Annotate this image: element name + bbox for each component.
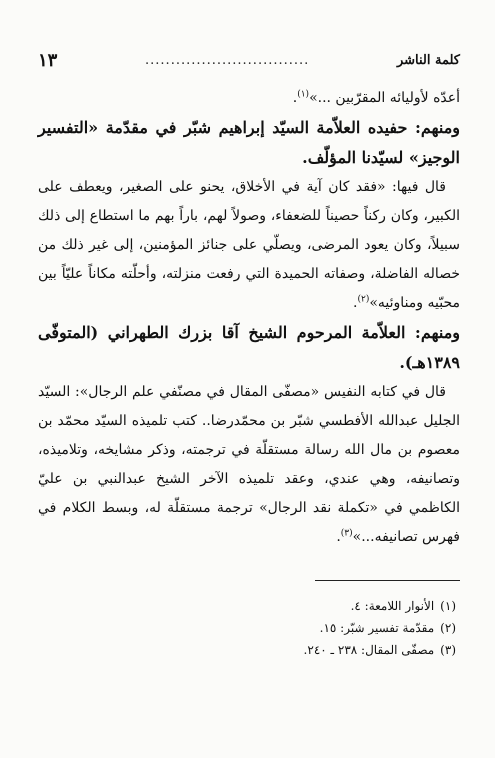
footnote-item xyxy=(38,639,456,661)
footnote-number: (٢) xyxy=(440,621,456,635)
footnote-item xyxy=(38,595,456,617)
body-paragraph: قال فيها: «فقد كان آية في الأخلاق، يحنو على الصغير، ويعطف على الكبير، وكان ركناً حصيناً للضعفاء، وصولاً لهم، باراً بهم ما استطاع إلى ذلك سبيلاً، وكان يعود المرضى، ويصلّي على جنائز المؤمنين، إلى غير ذلك من خصاله الفاضلة، وصفاته الحميدة التي رفعت منزلته، وأحلّته مكاناً عليّاً بين محبّيه ومناوئيه»$^{(٢)}$. xyxy=(38,179,460,311)
footnotes-list xyxy=(38,595,460,661)
footnote-ref: (٢) xyxy=(357,294,370,305)
continuation-paragraph: أعدّه لأوليائه المقرّبين ...»$^{(١)}$. xyxy=(292,89,460,106)
section-heading: ومنهم: حفيده العلاّمة السيّد إبراهيم شبّر في مقدّمة «التفسير الوجيز» لسيّدنا المؤلّف. xyxy=(38,118,460,167)
footnote-item xyxy=(38,617,456,639)
page-body xyxy=(38,84,460,552)
footnote-number: (١) xyxy=(440,599,456,613)
footnote-number: (٣) xyxy=(440,643,456,657)
header-dot-leader: ................................ xyxy=(145,52,310,68)
page-number: ١٣ xyxy=(38,49,58,71)
footnote-divider xyxy=(315,580,460,581)
running-header xyxy=(38,48,460,72)
footnote-text: مصفّى المقال: ٢٣٨ ـ ٢٤٠. xyxy=(303,643,435,657)
footnote-ref: (٣) xyxy=(340,528,353,539)
footnote-text: مقدّمة تفسير شبّر: ١٥. xyxy=(319,621,435,635)
header-title: كلمة الناشر xyxy=(396,52,460,68)
book-page xyxy=(38,0,460,758)
footnote-ref: (١) xyxy=(297,89,310,100)
footnote-text: الأنوار اللامعة: ٤. xyxy=(350,599,435,613)
body-paragraph: قال في كتابه النفيس «مصفّى المقال في مصنّفي علم الرجال»: السيّد الجليل عبدالله الأفطسي شبّر بن محمّدرضا.. كتب تلميذه السيّد محمّد بن معصوم بن مال الله رسالة مستقلّة في ترجمته، وذكر مشايخه، وتلاميذه، وتصانيفه، وهي عندي، وعقد تلميذه الآخر الشيخ عبدالنبي بن عليّ الكاظمي في «تكملة نقد الرجال» ترجمة مستقلّة له، وبسط الكلام في فهرس تصانيفه...»$^{(٣)}$. xyxy=(38,384,460,545)
section-heading: ومنهم: العلاّمة المرحوم الشيخ آقا بزرك الطهراني (المتوفّى ١٣٨٩هـ). xyxy=(38,323,460,372)
